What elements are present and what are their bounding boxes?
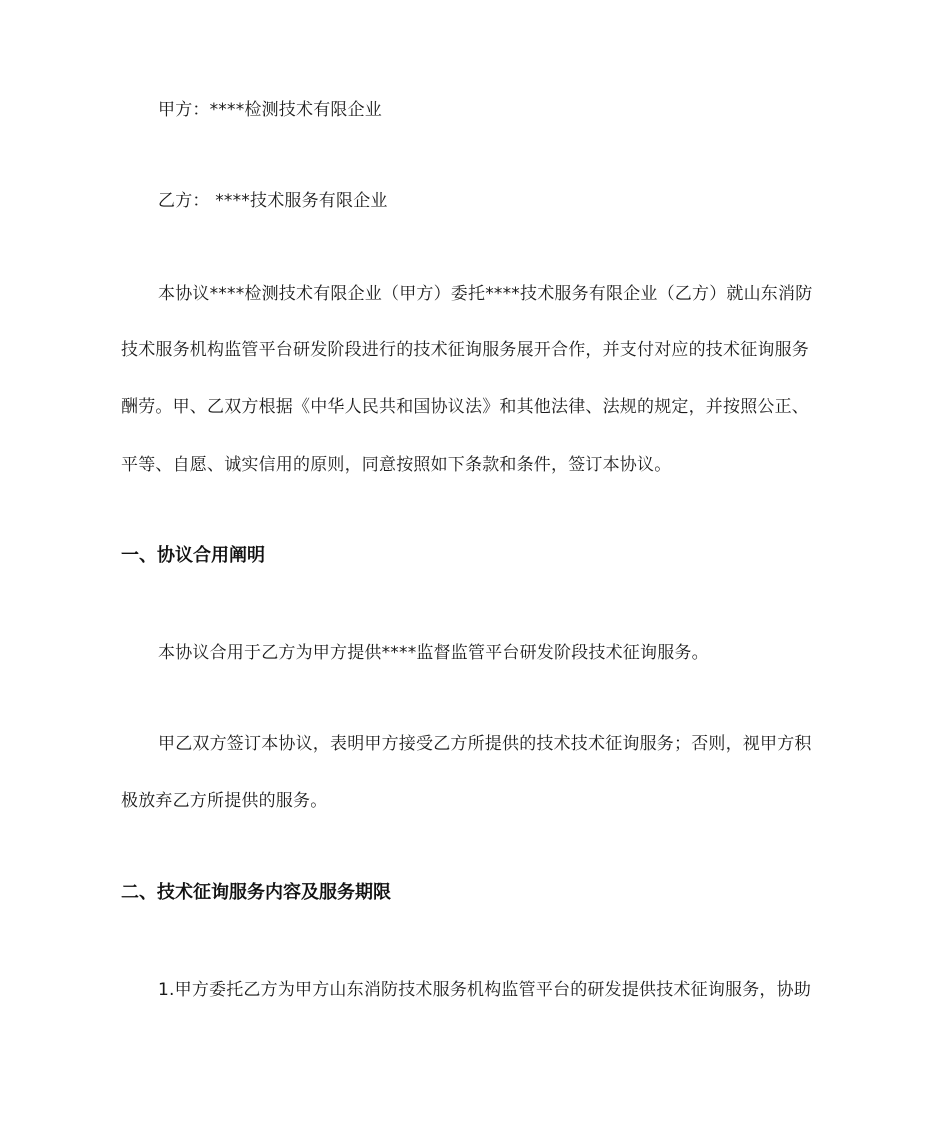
intro-paragraph-line-3: 酬劳。甲、乙双方根据《中华人民共和国协议法》和其他法律、法规的规定，并按照公正、: [121, 397, 809, 417]
section-1-paragraph-2-line-1: 甲乙双方签订本协议，表明甲方接受乙方所提供的技术技术征询服务；否则，视甲方积: [158, 734, 812, 754]
intro-paragraph-line-1: 本协议****检测技术有限企业（甲方）委托****技术服务有限企业（乙方）就山东消防: [158, 284, 813, 304]
section-1-paragraph-1: 本协议合用于乙方为甲方提供****监督监管平台研发阶段技术征询服务。: [158, 643, 709, 663]
section-2-heading: 二、技术征询服务内容及服务期限: [121, 882, 391, 903]
section-1-heading: 一、协议合用阐明: [121, 545, 265, 566]
party-a-line: 甲方：****检测技术有限企业: [158, 100, 382, 120]
section-1-paragraph-2-line-2: 极放弃乙方所提供的服务。: [121, 791, 328, 811]
intro-paragraph-line-2: 技术服务机构监管平台研发阶段进行的技术征询服务展开合作，并支付对应的技术征询服务: [121, 340, 809, 360]
intro-paragraph-line-4: 平等、自愿、诚实信用的原则，同意按照如下条款和条件，签订本协议。: [121, 455, 672, 475]
section-2-paragraph-1: 1.甲方委托乙方为甲方山东消防技术服务机构监管平台的研发提供技术征询服务，协助: [158, 980, 812, 1000]
party-b-line: 乙方： ****技术服务有限企业: [158, 191, 388, 211]
